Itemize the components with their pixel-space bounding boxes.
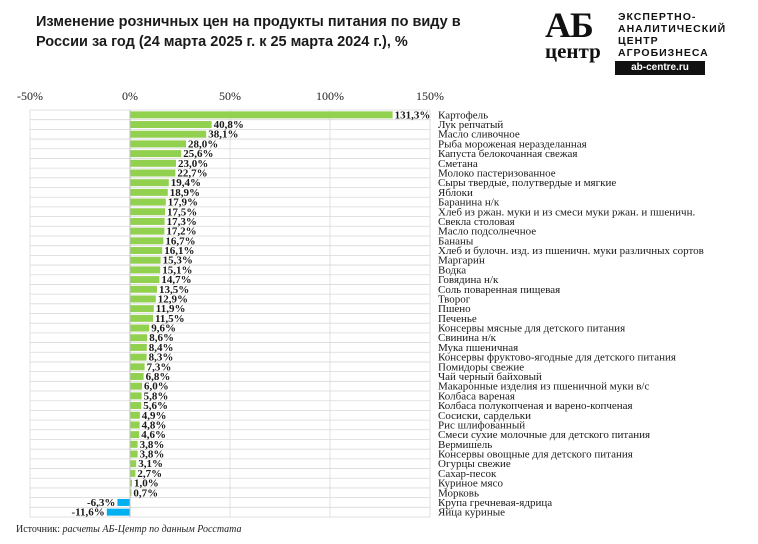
category-label: Бананы [438,235,474,248]
data-label: 3,8% [139,438,165,451]
category-label: Крупа гречневая-ядрица [438,496,553,509]
bar [130,441,138,448]
bar [130,237,163,244]
data-label: 17,9% [167,196,199,209]
category-label: Картофель [438,109,489,122]
category-label: Свекла столовая [438,215,515,228]
bar [107,509,130,516]
data-label: 8,3% [148,351,174,364]
bar [130,334,147,341]
bar [130,373,144,380]
data-label: 18,9% [169,186,201,199]
logo-url: ab-centre.ru [615,61,705,75]
data-label: 7,3% [146,361,172,374]
bar [130,169,175,176]
bar [130,344,147,351]
data-label: 12,9% [157,293,189,306]
data-label: -11,6% [71,506,105,519]
data-label: 6,8% [145,370,171,383]
data-label: 3,1% [138,458,163,471]
category-label: Соль поваренная пищевая [438,283,561,296]
category-label: Масло сливочное [438,128,520,141]
category-label: Макаронные изделия из пшеничной муки в/с [438,380,650,393]
data-label: 4,6% [141,429,166,442]
bar [130,431,139,438]
bar [130,354,147,361]
category-label: Говядина н/к [438,274,499,287]
bar [130,266,160,273]
category-label: Водка [438,264,467,277]
data-label: 0,7% [133,487,159,500]
data-label: 8,6% [149,332,174,345]
category-label: Куриное мясо [438,477,503,490]
data-label: 1,0% [134,477,159,490]
bar [130,257,161,264]
category-label: Консервы фруктово-ягодные для детского питания [438,351,676,364]
category-label: Мука пшеничная [438,341,519,354]
category-label: Масло подсолнечное [438,225,537,238]
data-label: 6,0% [144,380,169,393]
x-tick-label: 150% [416,89,444,103]
bar [130,286,157,293]
bar [130,392,142,399]
data-label: 38,1% [208,128,239,141]
bar [130,460,136,467]
data-label: 22,7% [177,167,208,180]
category-label: Пшено [438,303,471,316]
category-label: Баранина н/к [438,196,500,209]
bar [130,412,140,419]
bar [130,199,166,206]
bar [130,363,145,370]
category-label: Консервы мясные для детского питания [438,322,626,335]
category-label: Чай черный байховый [438,370,542,383]
x-tick-label: 0% [122,89,138,103]
category-label: Рыба мороженая неразделанная [438,138,587,151]
category-label: Лук репчатый [438,119,504,132]
bar [130,131,206,138]
category-label: Вермишель [438,438,493,451]
logo-caption-line: ЭКСПЕРТНО- [618,11,697,23]
category-label: Маргарин [438,254,485,267]
bar [130,111,393,118]
data-label: 3,8% [139,448,165,461]
bar [130,315,153,322]
bar [130,421,140,428]
category-label: Колбаса полукопченая и варено-копченая [438,400,633,413]
x-tick-label: 50% [219,89,241,103]
category-label: Сыры твердые, полутвердые и мягкие [438,177,617,190]
category-label: Смеси сухие молочные для детского питания [438,429,651,442]
source-note [16,524,242,535]
category-label: Сосиски, сардельки [438,409,531,422]
data-label: 17,5% [167,206,198,219]
data-label: 25,6% [183,148,214,161]
bar [130,276,159,283]
category-label: Хлеб из ржан. муки и из смеси муки ржан. и пшеничн. [438,206,696,219]
category-label: Капуста белокочанная свежая [438,148,578,161]
x-tick-label: 100% [316,89,344,103]
category-label: Яблоки [438,186,473,199]
data-label: 2,7% [137,467,163,480]
source-label: Источник: [16,524,61,535]
category-label: Консервы овощные для детского питания [438,448,633,461]
x-tick-label: -50% [17,89,43,103]
category-label: Помидоры свежие [438,361,525,374]
category-label: Яйца куриные [438,506,505,519]
data-label: 4,8% [141,419,167,432]
data-label: 8,4% [148,341,174,354]
bar [117,499,130,506]
bar [130,451,138,458]
logo-caption-line: АГРОБИЗНЕСА [618,47,709,59]
data-label: 5,6% [143,400,168,413]
bar [130,228,164,235]
bar [130,121,212,128]
data-label: 13,5% [159,283,190,296]
source-text: расчеты АБ-Центр по данным Росстата [62,524,242,535]
bar [130,402,141,409]
data-label: 16,1% [164,245,195,258]
data-label: 15,1% [162,264,193,277]
category-label: Морковь [438,487,480,500]
category-label: Колбаса вареная [438,390,515,403]
data-label: 17,2% [166,225,197,238]
bar [130,325,149,332]
logo-caption-line: ЦЕНТР [618,35,659,47]
data-label: 40,8% [213,119,244,132]
bar [130,160,176,167]
data-label: 4,9% [141,409,167,422]
bar [130,383,142,390]
data-label: 131,3% [394,109,431,122]
bar [130,305,154,312]
bar [130,470,135,477]
category-label: Молоко пастеризованное [438,167,556,180]
category-label: Огурцы свежие [438,458,511,471]
bar [130,189,168,196]
bar [130,218,165,225]
data-label: 19,4% [170,177,202,190]
data-label: 14,7% [161,274,192,287]
data-label: 23,0% [178,157,209,170]
bar [130,150,181,157]
category-label: Сметана [438,157,478,170]
category-label: Печенье [438,312,477,325]
logo-center-word: центр [545,39,601,63]
category-label: Творог [438,293,471,306]
category-label: Свинина н/к [438,332,496,345]
data-label: 5,8% [143,390,169,403]
bar [130,247,162,254]
data-label: 17,3% [166,215,197,228]
bar [130,295,156,302]
bar [130,140,186,147]
data-label: 9,6% [151,322,176,335]
data-label: 15,3% [162,254,193,267]
bar [130,208,165,215]
data-label: 11,9% [155,303,186,316]
category-label: Хлеб и булочн. изд. из пшеничн. муки различных сортов [438,245,704,258]
category-label: Сахар-песок [438,467,497,480]
logo-ab-mark: АБ [545,5,593,45]
data-label: -6,3% [86,496,116,509]
bar [130,179,169,186]
category-label: Рис шлифованный [438,419,526,432]
data-label: 11,5% [155,312,185,325]
data-label: 16,7% [165,235,196,248]
chart-title: Изменение розничных цен на продукты питания по виду в России за год (24 марта 2025 г. к 25 марта 2024 г.), % [36,14,461,50]
logo-caption-line: АНАЛИТИЧЕСКИЙ [618,23,727,35]
data-label: 28,0% [188,138,219,151]
